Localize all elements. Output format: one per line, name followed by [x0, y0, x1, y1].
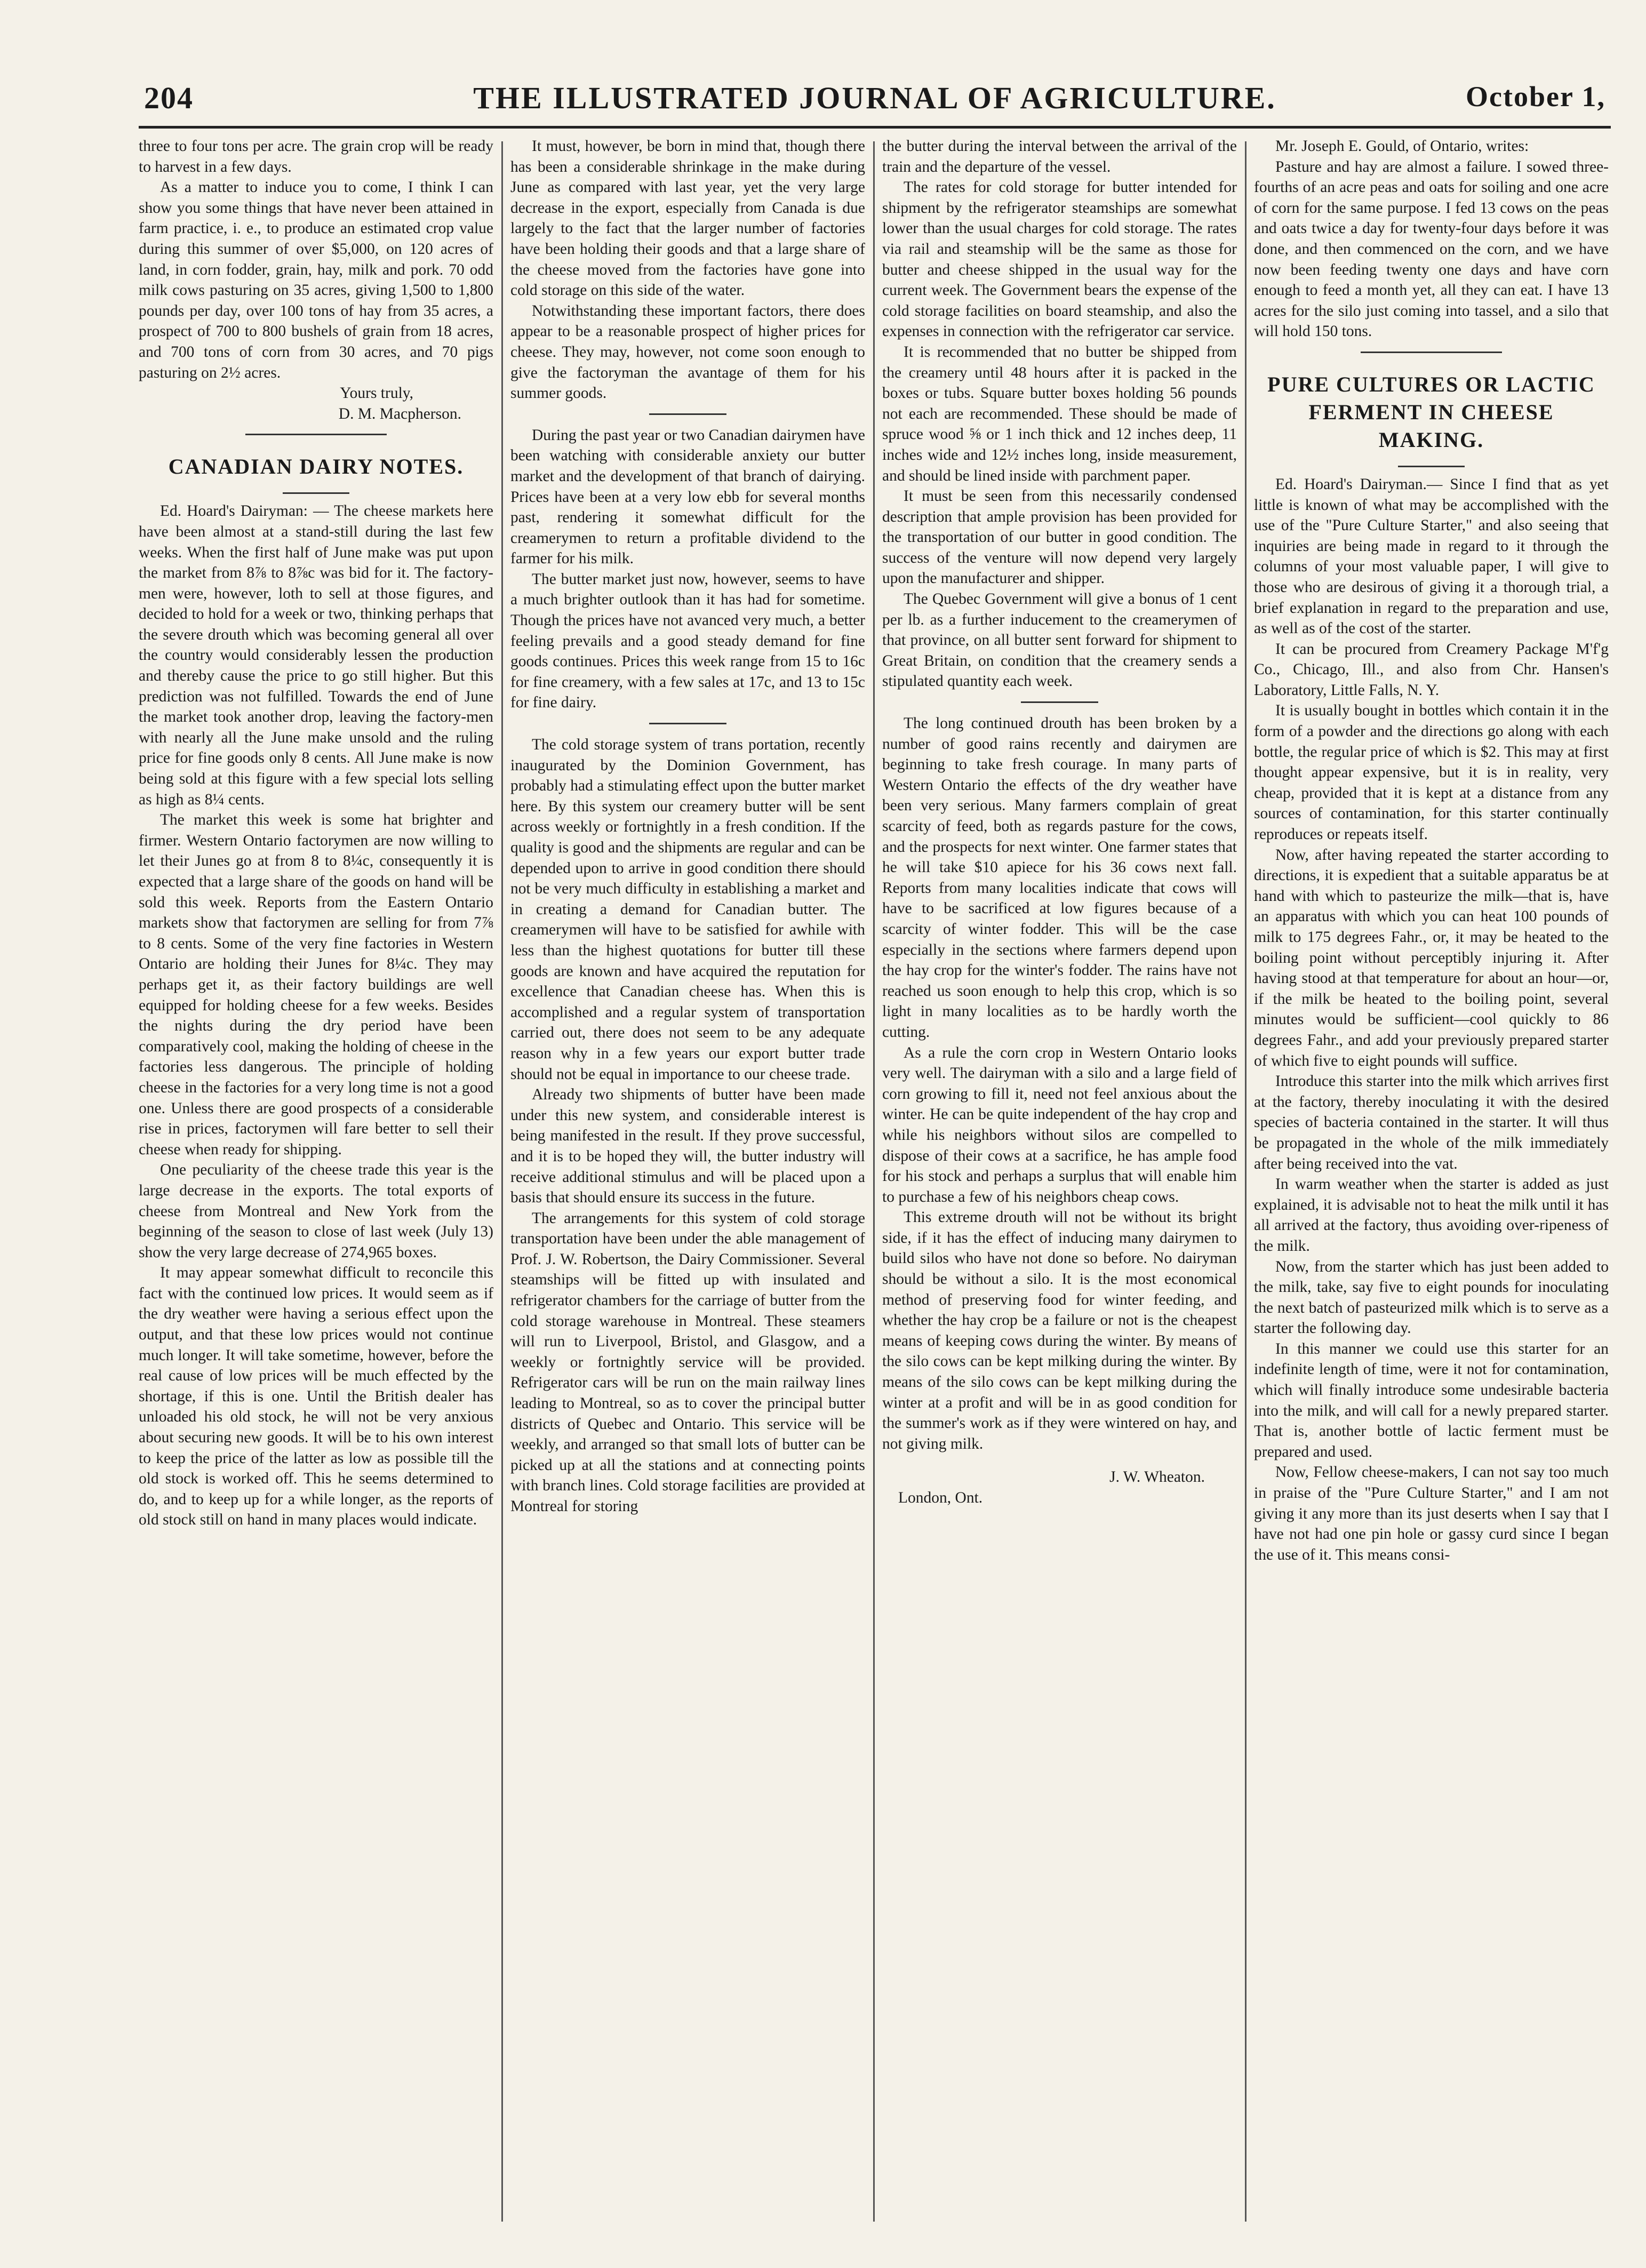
- paragraph: It is usually bought in bottles which contain it in the form of a powder and the directions go along with each bottle, the regular price of which is $2. This may at first thought appear expensive, but it is in reality, very cheap, provided that it is kept at a distance from any sources of contamination, for this starter continually reproduces or repeats itself.: [1254, 702, 1609, 843]
- paragraph: The long continued drouth has been broken by a number of good rains recently and dairymen are beginning to take fresh courage. In many parts of Western Ontario the effects of the dry weather have been very serious. Many farmers complain of great scarcity of feed, both as regards pasture for the cows, and the prospects for next winter. One farmer states that he will take $10 apiece for his 36 cows next fall. Reports from many localities indicate that cows will have to be sacrificed at low figures because of a scarcity of winter fodder. This will be the case especially in the sections where farmers depend upon the hay crop for the winter's fodder. The rains have not reached us soon enough to help this crop, which is so light in many localities as to be hardly worth the cutting.: [882, 715, 1237, 1041]
- column-1: [139, 136, 493, 2230]
- heading-rule: [1254, 459, 1609, 474]
- section-divider: [882, 692, 1237, 713]
- paragraph: One peculiarity of the cheese trade this year is the large decrease in the exports. The total exports of cheese from Montreal and New York from the beginning of the season to close of last week (July 13) show the very large decrease of 274,965 boxes.: [139, 1161, 493, 1261]
- paragraph: Already two shipments of butter have been made under this new system, and considerable interest is being manifested in the result. If they prove successful, and it is to be hoped they will, the butter industry will receive additional stimulus and will be placed upon a basis that should ensure its success in the future.: [510, 1086, 865, 1207]
- heading-rule: [139, 486, 493, 501]
- section-divider: [510, 404, 865, 425]
- paragraph: As a matter to induce you to come, I think I can show you some things that have never been attained in farm practice, i. e., to produce an estimated crop value during this summer of over $5,000, on 120 acres of land, in corn fodder, grain, hay, milk and pork. 70 odd milk cows pasturing on 35 acres, giving 1,500 to 1,800 pounds per day, over 100 tons of hay from 35 acres, a prospect of 700 to 800 bushels of grain from 18 acres, and 700 tons of corn from 30 acres, and 70 pigs pasturing on 2½ acres.: [139, 179, 493, 381]
- column-divider: [501, 141, 503, 2222]
- paragraph: It must, however, be born in mind that, though there has been a considerable shrinkage in the make during June as compared with last year, yet the very large decrease in the export, especially from Canada is due largely to the fact that the larger number of factories have been holding their goods and that a large share of the cheese moved from the factories have gone into cold storage on this side of the water.: [510, 138, 865, 299]
- paragraph: The market this week is some hat brighter and firmer. Western Ontario factorymen are now willing to let their Junes go at from 8 to 8¼c, consequently it is expected that a large share of the goods on hand will be sold this week. Reports from the Eastern Ontario markets show that factorymen are selling for from 7⅞ to 8 cents. Some of the very fine factories in Western Ontario are holding their Junes for 8¼c. They may perhaps get it, as their factory buildings are well equipped for holding cheese for a few weeks. Besides the nights during the dry period have been comparatively cool, making the holding of cheese in the factories less dangerous. The principle of holding cheese in the factories for a very long time is not a good one. Unless there are good prospects of a considerable rise in prices, factorymen will fare better to sell their cheese when ready for shipping.: [139, 811, 493, 1158]
- article-heading: CANADIAN DAIRY NOTES.: [168, 454, 464, 479]
- article-heading: PURE CULTURES OR LACTIC FERMENT IN CHEESE MAKING.: [1267, 372, 1595, 452]
- paragraph: Pasture and hay are almost a failure. I sowed three-fourths of an acre peas and oats for soiling and one acre of corn for the same purpose. I fed 13 cows on the peas and oats twice a day for twenty-four days before it was done, and then commenced on the corn, and we have now been feeding twenty one days and have corn enough to feed a month yet, all they can eat. I have 13 acres for the silo just coming into tassel, and a silo that will hold 150 tons.: [1254, 158, 1609, 340]
- letter-signature: J. W. Wheaton.: [1109, 1468, 1205, 1486]
- column-divider: [1245, 141, 1247, 2222]
- paragraph: three to four tons per acre. The grain crop will be ready to harvest in a few days.: [139, 138, 493, 175]
- paragraph: The cold storage system of trans portation, recently inaugurated by the Dominion Government, has probably had a stimulating effect upon the butter market here. By this system our creamery butter will be sent across weekly or fortnightly in a fresh condition. If the quality is good and the shipments are regular and can be depended upon to arrive in good condition there should not be very much difficulty in establishing a market and in creating a demand for Canadian butter. The creamerymen will have to be satisfied for awhile with less than the highest quotations for butter till these goods are known and have acquired the reputation for excellence that Canadian cheese has. When this is accomplished and a regular system of transportation carried out, there does not seem to be any adequate reason why in a few years our export butter trade should not be equal in importance to our cheese trade.: [510, 736, 865, 1083]
- paragraph: Now, after having repeated the starter according to directions, it is expedient that a suitable apparatus be at hand with which to pasteurize the milk—that is, have an apparatus with which you can heat 100 pounds of milk to 175 degrees Fahr., or, it may be heated to the boiling point without perceptibly injuring it. After having stood at that temperature for about an hour—or, if the milk be heated to the boiling point, several minutes would be sufficient—cool quickly to 86 degrees Fahr., and add your previously prepared starter of which five to eight pounds will suffice.: [1254, 846, 1609, 1069]
- letter-signature: D. M. Macpherson.: [338, 405, 461, 422]
- text-columns: [139, 136, 1611, 2230]
- column-3: [882, 136, 1237, 2230]
- paragraph: the butter during the interval between the arrival of the train and the departure of the vessel.: [882, 138, 1237, 175]
- paragraph: During the past year or two Canadian dairymen have been watching with considerable anxiety our butter market and the development of that branch of dairying. Prices have been at a very low ebb for several months past, rendering it somewhat difficult for the creamerymen to return a profitable dividend to the farmer for his milk.: [510, 426, 865, 568]
- letter-closing: Yours truly,: [340, 385, 413, 402]
- paragraph: It must be seen from this necessarily condensed description that ample provision has been provided for the transportation of our butter in good condition. The success of the venture will now depend very largely upon the manufacturer and shipper.: [882, 488, 1237, 587]
- paragraph: Ed. Hoard's Dairyman.— Since I find that as yet little is known of what may be accomplished with the use of the "Pure Culture Starter," and also seeing that inquiries are being made in regard to it through the columns of your most valuable paper, I will give to those who are desirous of giving it a thorough trial, a brief explanation in regard to the preparation and use, as well as of the cost of the starter.: [1254, 475, 1609, 637]
- paragraph: Introduce this starter into the milk which arrives first at the factory, thereby inoculating it with the desired species of bacteria contained in the starter. It will thus be propagated in the whole of the milk immediately after being received into the vat.: [1254, 1073, 1609, 1172]
- issue-date: October 1,: [1466, 81, 1605, 113]
- column-4: [1254, 136, 1609, 2230]
- letter-place: London, Ont.: [898, 1489, 983, 1506]
- paragraph: Now, Fellow cheese-makers, I can not say too much in praise of the "Pure Culture Starter," and I am not giving it any more than its just deserts when I say that I have not had one pin hole or gassy curd since I began the use of it. This means consi-: [1254, 1464, 1609, 1563]
- page-header: [144, 80, 1605, 123]
- paragraph: The rates for cold storage for butter intended for shipment by the refrigerator steamships are somewhat lower than the usual charges for cold storage. The rates via rail and steamship will be the same as those for butter and cheese shipped in the usual way for the current week. The Government bears the expense of the cold storage facilities on board steamship, and also the expenses in connection with the refrigerator car service.: [882, 179, 1237, 340]
- paragraph: It may appear somewhat difficult to reconcile this fact with the continued low prices. It would seem as if the dry weather were having a serious effect upon the output, and that these low prices would not continue much longer. It will take sometime, however, before the real cause of low prices will be much effected by the shortage, if this is one. Until the British dealer has unloaded his old stock, he will not be very anxious about securing new goods. It will be to his own interest to keep the price of the latter as low as possible till the old stock is worked off. This he seems determined to do, and to keep up for a while longer, as the reports of old stock still on hand in many places would indicate.: [139, 1264, 493, 1529]
- paragraph: Mr. Joseph E. Gould, of Ontario, writes:: [1275, 138, 1529, 155]
- paragraph: The arrangements for this system of cold storage transportation have been under the able management of Prof. J. W. Robertson, the Dairy Commissioner. Several steamships will be fitted up with insulated and refrigerator chambers for the carriage of butter from the cold storage warehouse in Montreal. These steamers will run to Liverpool, Bristol, and Glasgow, and a weekly or fortnightly service will be provided. Refrigerator cars will be run on the main railway lines leading to Montreal, so as to cover the principal butter districts of Quebec and Ontario. This service will be weekly, and arranged so that small lots of butter can be picked up at all the stations and at connecting points with branch lines. Cold storage facilities are provided at Montreal for storing: [510, 1209, 865, 1515]
- section-divider: [139, 424, 493, 445]
- paragraph: As a rule the corn crop in Western Ontario looks very well. The dairyman with a silo and a large field of corn growing to fill it, need not feel anxious about the winter. He can be quite independent of the hay crop and while his neighbors without silos are compelled to dispose of their cows at a sacrifice, he has ample food for his stock and perhaps a surplus that will enable him to purchase a few of his neighbors cheap cows.: [882, 1044, 1237, 1205]
- header-rule: [139, 126, 1611, 129]
- paragraph: Notwithstanding these important factors, there does appear to be a reasonable prospect of higher prices for cheese. They may, however, not come soon enough to give the factoryman the avantage of them for his summer goods.: [510, 302, 865, 402]
- journal-title: THE ILLUSTRATED JOURNAL OF AGRICULTURE.: [473, 81, 1276, 115]
- paragraph: Ed. Hoard's Dairyman: — The cheese markets here have been almost at a stand-still during the last few weeks. When the first half of June make was put upon the market from 8⅞ to 8⅞c was bid for it. The factory-men were, however, loth to sell at those figures, and decided to hold for a week or two, thinking perhaps that the severe drouth which was becoming general all over the country would considerably lessen the production and thereby cause the price to go still higher. But this prediction was not fulfilled. Towards the end of June the market took another drop, leaving the factory-men with nearly all the June make unsold and the ruling price for fine goods only 8 cents. All June make is now being sold at this figure with a few special lots selling as high as 8¼ cents.: [139, 502, 493, 808]
- paragraph: In warm weather when the starter is added as just explained, it is advisable not to heat the milk until it has all arrived at the factory, thus avoiding over-ripeness of the milk.: [1254, 1176, 1609, 1255]
- paragraph: It can be procured from Creamery Package M'f'g Co., Chicago, Ill., and also from Chr. Hansen's Laboratory, Little Falls, N. Y.: [1254, 640, 1609, 699]
- column-2: [510, 136, 865, 2230]
- section-divider: [1254, 342, 1609, 363]
- paragraph: In this manner we could use this starter for an indefinite length of time, were it not for contamination, which will finally introduce some undesirable bacteria into the milk, and will call for a newly prepared starter. That is, another bottle of lactic ferment must be prepared and used.: [1254, 1340, 1609, 1460]
- paragraph: The Quebec Government will give a bonus of 1 cent per lb. as a further inducement to the creamerymen of that province, on all butter sent forward for shipment to Great Britain, on condition that the creamery sends a stipulated quantity each week.: [882, 590, 1237, 690]
- paragraph: It is recommended that no butter be shipped from the creamery until 48 hours after it is packed in the boxes or tubs. Square butter boxes holding 56 pounds not each are recommended. These should be made of spruce wood ⅝ or 1 inch thick and 12 inches deep, 11 inches wide and 12½ inches long, inside measurement, and should be lined inside with parchment paper.: [882, 343, 1237, 484]
- column-divider: [873, 141, 875, 2222]
- page-number: 204: [144, 81, 194, 115]
- paragraph: This extreme drouth will not be without its bright side, if it has the effect of inducing many dairymen to build silos who have not done so before. No dairyman should be without a silo. It is the most economical method of preserving food for winter feeding, and whether the hay crop be a failure or not is the cheapest means of keeping cows during the winter. By means of the silo cows can be kept milking during the winter. By means of the silo cows can be kept milking during the winter at a profit and will be in as good condition for the summer's work as if they were wintered on hay, and not giving milk.: [882, 1209, 1237, 1452]
- paragraph: Now, from the starter which has just been added to the milk, take, say five to eight pounds for inoculating the next batch of pasteurized milk which is to serve as a starter the following day.: [1254, 1258, 1609, 1337]
- paragraph: The butter market just now, however, seems to have a much brighter outlook than it has had for sometime. Though the prices have not avanced very much, a better feeling prevails and a good steady demand for fine goods continues. Prices this week range from 15 to 16c for fine creamery, with a few sales at 17c, and 13 to 15c for fine dairy.: [510, 570, 865, 712]
- section-divider: [510, 713, 865, 734]
